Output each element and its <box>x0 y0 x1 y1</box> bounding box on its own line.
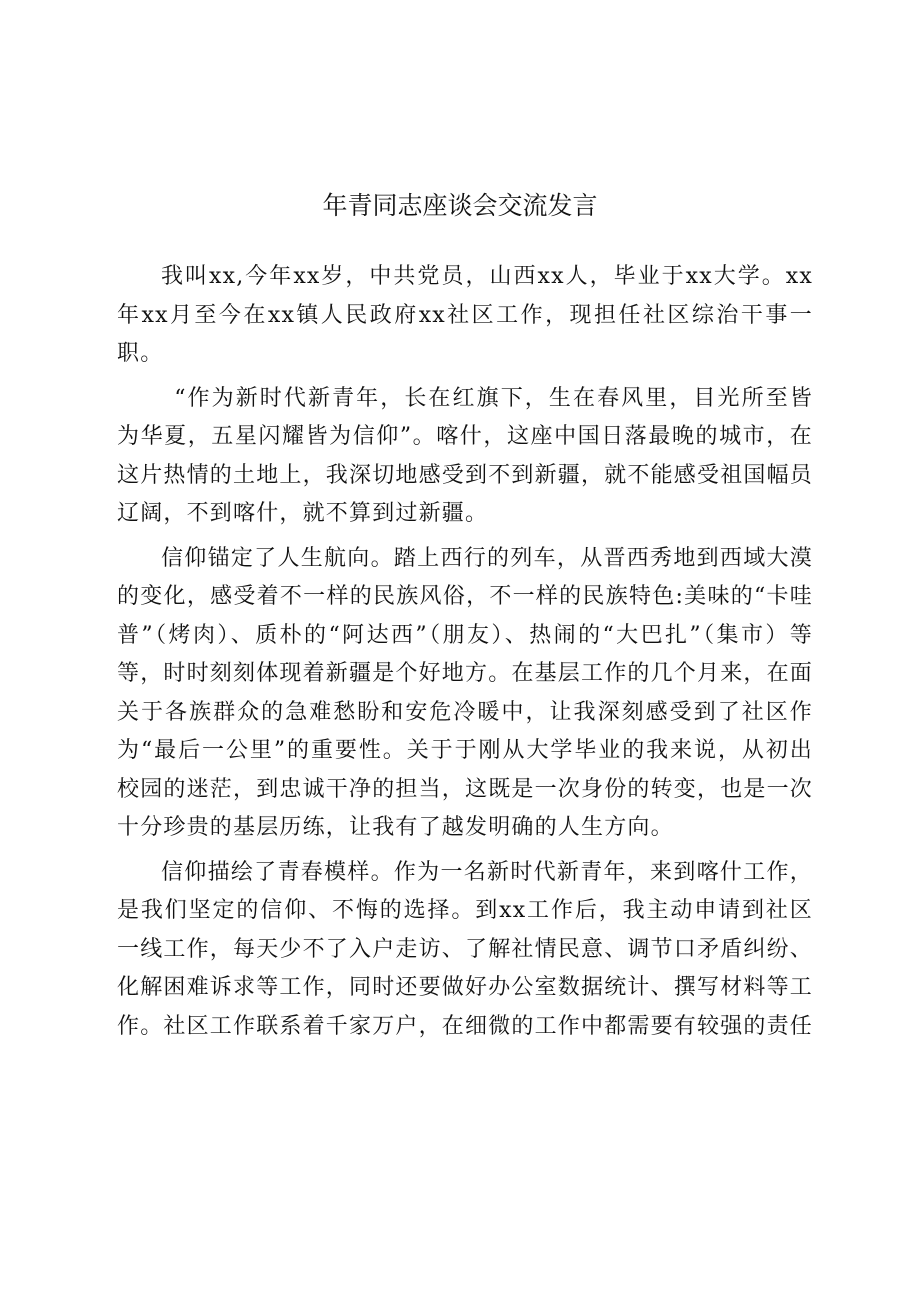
paragraph-intro: 我叫xx,今年xx岁，中共党员，山西xx人，毕业于xx大学。xx年xx月至今在xx镇人民政府xx社区工作，现担任社区综治干事一职。 <box>117 264 813 366</box>
paragraph-faith-direction: 信仰锚定了人生航向。踏上西行的列车，从晋西秀地到西域大漠的变化，感受着不一样的民族风俗，不一样的民族特色:美味的“卡哇普”（烤肉）、质朴的“阿达西”（朋友）、热闹的“大巴扎”（集市）等等，时时刻刻体现着新疆是个好地方。在基层工作的几个月来，在面关于各族群众的急难愁盼和安危冷暖中，让我深刻感受到了社区作为“最后一公里”的重要性。关于于刚从大学毕业的我来说，从初出校园的迷茫，到忠诚干净的担当，这既是一次身份的转变，也是一次十分珍贵的基层历练，让我有了越发明确的人生方向。 <box>117 545 814 840</box>
document-body <box>117 258 813 1052</box>
document-title: 年青同志座谈会交流发言 <box>322 191 598 220</box>
paragraph-quote: “作为新时代新青年，长在红旗下，生在春风里，目光所至皆为华夏，五星闪耀皆为信仰”。喀什，这座中国日落最晚的城市，在这片热情的土地上，我深切地感受到不到新疆，就不能感受祖国幅员辽阔，不到喀什，就不算到过新疆。 <box>117 385 814 526</box>
paragraph-faith-youth: 信仰描绘了青春模样。作为一名新时代新青年，来到喀什工作，是我们坚定的信仰、不悔的选择。到xx工作后，我主动申请到社区一线工作，每天少不了入户走访、了解社情民意、调节口矛盾纠纷、化解困难诉求等工作，同时还要做好办公室数据统计、撰写材料等工作。社区工作联系着千家万户，在细微的工作中都需要有较强的责任 <box>117 859 814 1039</box>
